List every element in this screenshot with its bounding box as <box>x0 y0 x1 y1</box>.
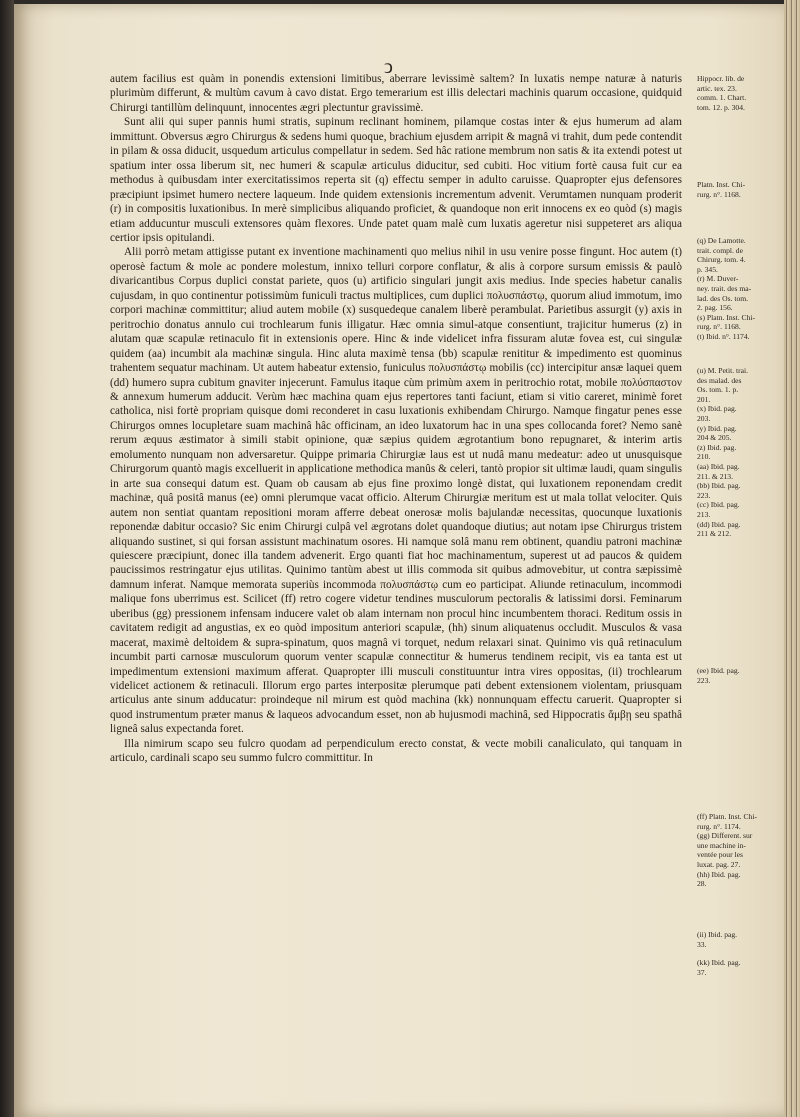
margin-note-3: (q) De Lamotte. trait. compl. de Chirurg. tom. 4. p. 345. (r) M. Duver- ney. trait. des ma- lad. des Os. tom. 2. pag. 156. (s) Platn. Inst. Chi- rurg. n°. 1168. (t) Ibid. n°. 1174. <box>697 236 756 341</box>
paragraph-1: autem facilius est quàm in ponendis extensioni limitibus, aberrare levissimè saltem? In luxatis nempe naturæ à naturis plurimùm differunt, & multùm cavum à cavo distat. Ergo temerarium est illis delectari machinis quarum occasione, quidquid Chirurgi tantillùm delinquunt, innocentes ægri plectuntur gravissimè. <box>110 73 682 114</box>
paragraph-3: Alii porrò metam attigisse putant ex inventione machinamenti quo melius nihil in usu venire posse fingunt. Hoc autem (t) operosè factum & mole ac pondere molestum, innixo telluri corpore conflatur, & alis à corpore sursum emissis & paulò divaricantibus Corpus duplici constat pariete, quos (u) artificio singulari jungit axis medius. Inde species habetur canalis cujusdam, in quo continentur potissimùm funiculi tractus multiplices, cum duplici πολυσπάστῳ, quorum aliud immotum, imo corpori machinæ committitur; aliud autem mobile (x) susquedeque canalem liberè perambulat. Parietibus assurgit (y) axis in peritrochio donatus annulo cui trochlearum funis illigatur. Hæc omnia simul-atque consentiunt, trajicitur humerus (z) in alutam quæ scapulæ retinaculo fit in extensionis opere. Hinc & inde videlicet infra fissuram alutæ fovea est, cui singulæ quidem (aa) incumbit ala machinæ singula. Hinc aluta maximè tensa (bb) scapulæ renititur & impedimento est quominus trahentem sequatur machinam. Ut autem habeatur extensio, funiculus πολυσπάστῳ mobilis (cc) intercipitur ansæ laquei quem (dd) humero supra cubitum gnaviter injecerunt. Famulus itaque cùm primùm axem in peritrochio rotat, mobile πολύσπαστον & annexum humerum adducit. Verùm hæc machina quam ejus repertores tanti faciunt, etiam si vitio careret, minimè foret catholica, nisi fortè propriam quisque domi reconderet in casu luxationis exhibendam Chirurgo. Namque fingatur penes esse Chirurgos omnes locupletare suam machinâ hâc officinam, an ideo luxatorum hac in una spes collocanda foret? Nemo sanè rerum æquus æstimator à simili stabit opinione, quæ sæpius quidem ægrotantium bono repugnaret, & interim artis emolumento nunquam non adversaretur. Quippe primaria Chirurgiæ laus est ut nudâ manu medeatur: adeo ut unusquisque Chirurgorum quantò magis excelluerit in applicatione methodica manûs & celeri, tantò propior sit ultimæ laudi, quam singulis in arte sua consequi datum est. Quam ob causam ab ejus fine proximo longè distat, qui luxationem reponendam credit machinæ, quâ positâ manus (ee) omni plerumque vacat officio. Alterum Chirurgiæ meritum est ut mala tollat velociter. Quis autem non sentiat quantam repositioni moram afferre debeat onerosæ molis bajulandæ necessitas, quocunque luxationis reponendæ dabitur occasio? Sic enim Chirurgi culpâ vel ægrotans dolet quandoque diutius; aut notam ipse Chirurgus tristem aliquando sustinet, si qui forsan assistunt machinatum osores. Hi namque solâ manu rem obtinent, quandiu patroni machinæ quiescere præcipiunt, donec illa tandem advenerit. Ergo quanti fiat hoc machinamentum, superest ut ad paucos & quidem paucissimos restringatur ejus utilitas. Quinimo tantùm abest ut illis commoda sit quibus admovebitur, ut contra sæpissimè damnum inferat. Namque memorata superiùs incommoda πολυσπάστῳ cum eo participat. Aliunde retinaculum, incommodi malique fons uberrimus est. Scilicet (ff) retro cogere videtur tendines musculorum pectoralis & latissimi dorsi. Feminarum uberibus (gg) pressionem infensam inducere valet ob alam internam non procul hinc incumbentem thoraci. Reditum ossis in cavitatem redigit ad angustias, ex eo quòd impositum anteriori scapulæ, (hh) sinum aliquatenus occludit. Musculos & vasa macerat, maximè deltoidem & supra-spinatum, quos magnâ vi torquet, nedum relaxari sinat. Quinimo vis quâ retinaculum incumbit parti carnosæ musculorum quorum venter scapulæ connectitur & humerus tendinem recipit, vis ea tanta est ut impedimentum extensioni maximum afferat. Quapropter illi musculi constituuntur intra vires oppositas, (ii) trochlearum videlicet actionem & retinaculi. Illorum ergo partes interpositæ plerumque pati debent extensionem violentam, priusquam articulus ante sinum adducatur: proindeque nil mirum est quòd machina (kk) nonnunquam effectu caruerit. Quapropter si quod instrumentum præter manus & laqueos advocandum esset, non ab hujusmodi machinâ, sed Hippocratis ἄμβῃ seu spathâ ligneâ salus expectanda foret. <box>110 246 682 736</box>
margin-note-6: (ff) Platn. Inst. Chi- rurg. n°. 1174. (gg) Different. sur une machine in- ventée pour les luxat. pag. 27. (hh) Ibid. pag. 28. <box>697 812 757 889</box>
margin-note-8: (kk) Ibid. pag. 37. <box>697 958 741 977</box>
margin-note-4: (u) M. Petit. trai. des malad. des Os. tom. 1. p. 201. (x) Ibid. pag. 203. (y) Ibid. pag. 204 & 205. (z) Ibid. pag. 210. (aa) Ibid. pag. 211. & 213. (bb) Ibid. pag. 223. (cc) Ibid. pag. 213. (dd) Ibid. pag. 211 & 212. <box>697 366 749 539</box>
paragraph-2: Sunt alii qui super pannis humi stratis, supinum reclinant hominem, pilamque costas inter & ejus humerum ad alam immittunt. Obversus ægro Chirurgus & sedens humi quoque, brachium ejusdem arripit & magnâ vi trahit, dum pede contendit in pilam & ossa diducit, usquedum articulus compellatur in sedem. Sed hâc ratione membrum non satis & ita extendi potest ut spatium inter ossa liberum sit, nec humeri & scapulæ articulus diducitur, sed cubiti. Hoc vitium fortè causa fuit cur ea methodus à quibusdam inter exercitatissimos reperta sit (q) effectu semper in adulto caruisse. Quapropter ejus defensores præcipiunt ipsimet humero nectere laqueum. Inde quidem extensionis incrementum advenit. Verumtamen nunquam proderit (r) in compositis luxationibus. In merè simplicibus aliquando proficiet, & quandoque non erit innocens ex eo quòd (s) magis etiam adducuntur musculi extensores quàm flexores. Unde patet quam malè cum luxatis ageretur nisi suppeteret ars aliqua certior ipsis opitulandi. <box>110 116 682 244</box>
book-gutter <box>0 0 14 1117</box>
paragraph-4: Illa nimirum scapo seu fulcro quodam ad perpendiculum erecto constat, & vecte mobili canaliculato, qui tanquam in articulo, cardinali scapo seu summo fulcro committitur. In <box>110 737 682 765</box>
margin-note-2: Platn. Inst. Chi- rurg. n°. 1168. <box>697 180 746 199</box>
margin-note-7: (ii) Ibid. pag. 33. <box>697 930 738 949</box>
page-stack-edge <box>784 0 800 1117</box>
page-mark: ↄ <box>384 56 393 78</box>
main-text <box>110 72 682 766</box>
margin-note-1: Hippocr. lib. de artic. tex. 23. comm. 1. Chart. tom. 12. p. 304. <box>697 74 747 112</box>
margin-note-5: (ee) Ibid. pag. 223. <box>697 666 740 685</box>
